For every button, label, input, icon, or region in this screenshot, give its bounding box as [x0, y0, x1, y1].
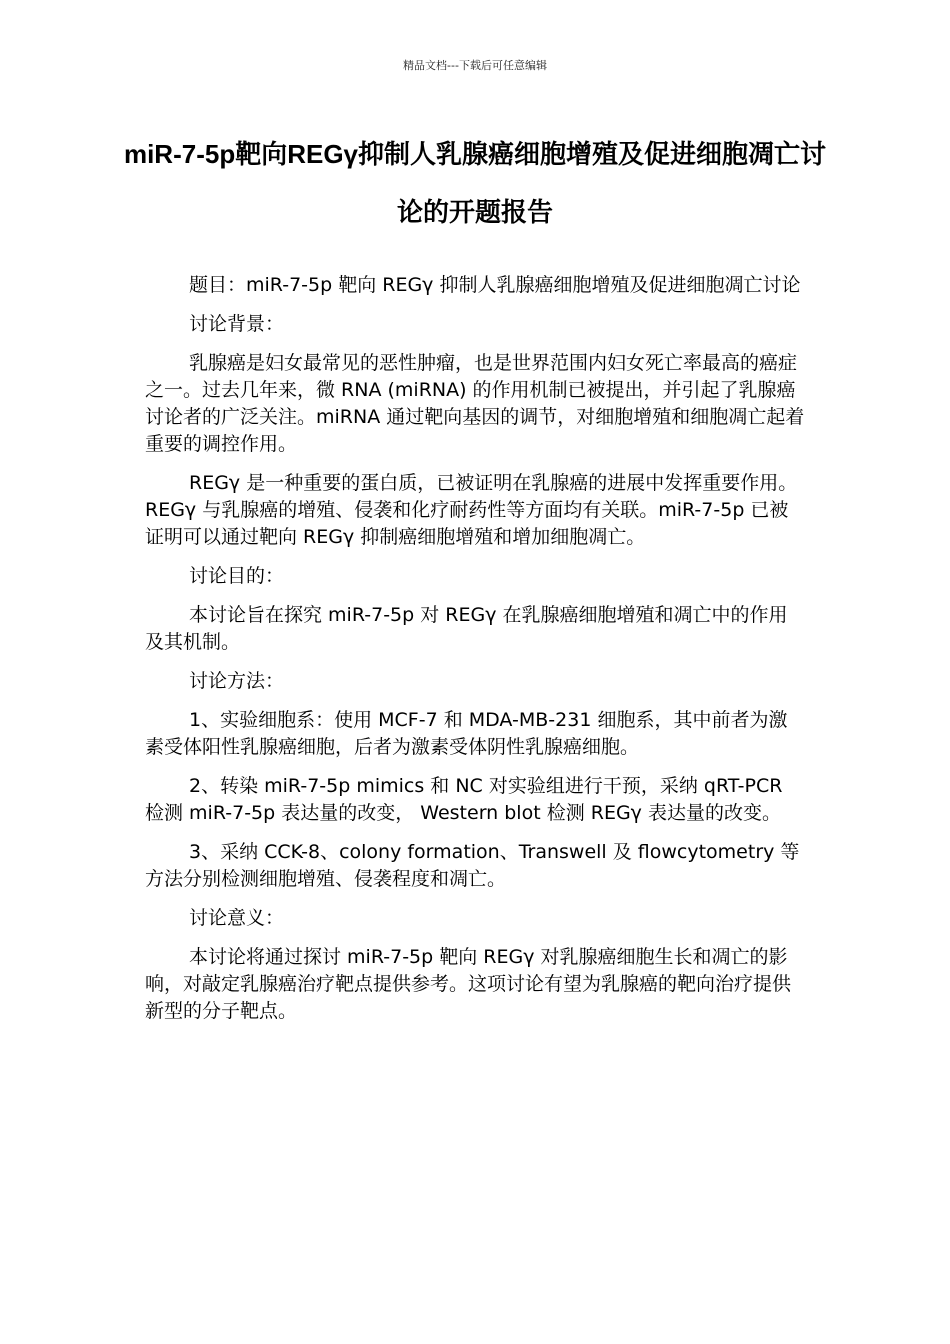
header-note: 精品文档---下载后可任意编辑	[403, 59, 547, 72]
section-heading-methods: 讨论方法：	[189, 670, 285, 692]
document-title: miR-7-5p靶向REGγ抑制人乳腺癌细胞增殖及促进细胞凋亡讨论的开题报告	[123, 139, 827, 227]
significance-paragraph: 本讨论将通过探讨 miR-7-5p 靶向 REGγ 对乳腺癌细胞生长和凋亡的影响，对敲定乳腺癌治疗靶点提供参考。这项讨论有望为乳腺癌的靶向治疗提供新型的分子靶点。	[145, 946, 792, 1022]
topic-paragraph: 题目：miR-7-5p 靶向 REGγ 抑制人乳腺癌细胞增殖及促进细胞凋亡讨论	[189, 274, 801, 296]
purpose-paragraph: 本讨论旨在探究 miR-7-5p 对 REGγ 在乳腺癌细胞增殖和凋亡中的作用及其机制。	[145, 604, 788, 653]
background-paragraph: REGγ 是一种重要的蛋白质，已被证明在乳腺癌的进展中发挥重要作用。REGγ 与乳腺癌的增殖、侵袭和化疗耐药性等方面均有关联。miR-7-5p 已被证明可以通过靶向 REGγ 抑制癌细胞增殖和增加细胞凋亡。	[145, 472, 798, 548]
method-item: 3、采纳 CCK-8、colony formation、Transwell 及 flowcytometry 等方法分别检测细胞增殖、侵袭程度和凋亡。	[145, 841, 800, 890]
section-heading-background: 讨论背景：	[189, 313, 285, 335]
section-heading-purpose: 讨论目的：	[189, 565, 285, 587]
section-heading-significance: 讨论意义：	[189, 907, 285, 929]
method-item: 2、转染 miR-7-5p mimics 和 NC 对实验组进行干预，采纳 qRT-PCR 检测 miR-7-5p 表达量的改变， Western blot 检测 REGγ 表达量的改变。	[145, 775, 783, 824]
document-body	[145, 272, 805, 1037]
background-paragraph: 乳腺癌是妇女最常见的恶性肿瘤，也是世界范围内妇女死亡率最高的癌症之一。过去几年来，微 RNA (miRNA) 的作用机制已被提出，并引起了乳腺癌讨论者的广泛关注。miRNA 通过靶向基因的调节，对细胞增殖和细胞凋亡起着重要的调控作用。	[145, 352, 805, 455]
method-item: 1、实验细胞系：使用 MCF-7 和 MDA-MB-231 细胞系，其中前者为激素受体阳性乳腺癌细胞，后者为激素受体阴性乳腺癌细胞。	[145, 709, 788, 758]
